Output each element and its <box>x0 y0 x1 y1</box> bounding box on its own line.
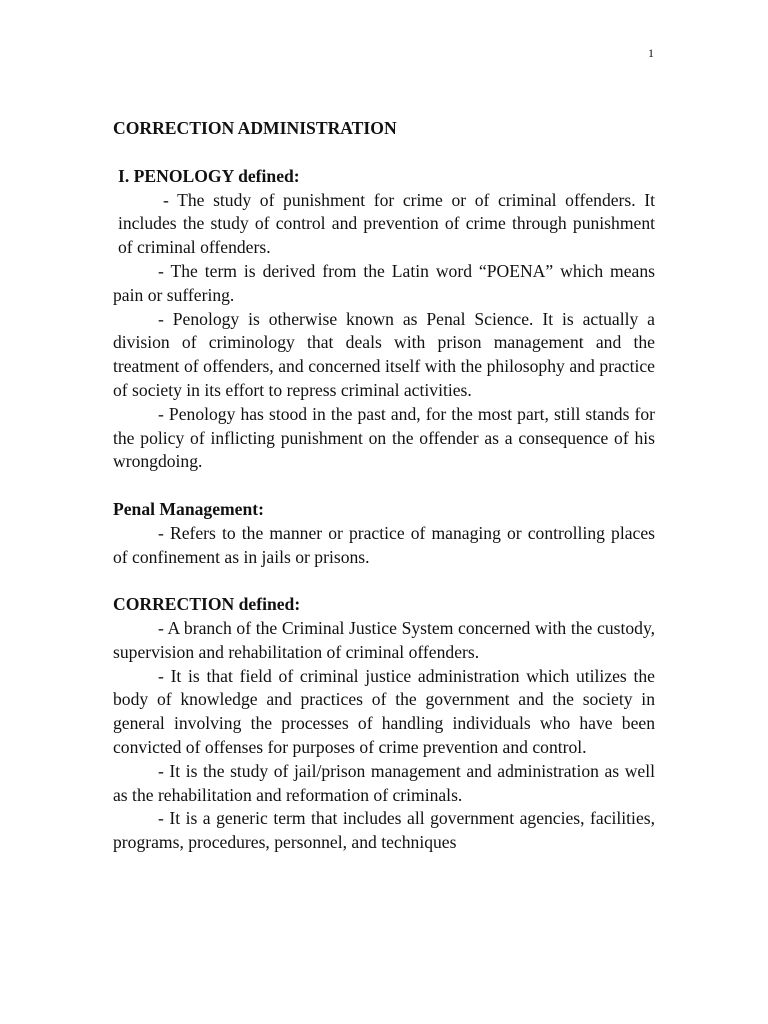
paragraph: - The term is derived from the Latin word “POENA” which means pain or suffering. <box>113 260 655 305</box>
document-title: CORRECTION ADMINISTRATION <box>113 118 397 138</box>
section-heading-correction: CORRECTION defined: <box>113 594 301 615</box>
paragraph: - Penology has stood in the past and, for the most part, still stands for the policy of inflicting punishment on the offender as a consequence of his wrongdoing. <box>113 403 655 472</box>
paragraph: - Penology is otherwise known as Penal Science. It is actually a division of criminology that deals with prison management and the treatment of offenders, and concerned itself with the philosophy and practice of society in its effort to repress criminal activities. <box>113 308 655 400</box>
paragraph: - It is a generic term that includes all government agencies, facilities, programs, procedures, personnel, and techniques <box>113 808 655 853</box>
paragraph: - A branch of the Criminal Justice System concerned with the custody, supervision and rehabilitation of criminal offenders. <box>113 617 655 662</box>
paragraph: - Refers to the manner or practice of managing or controlling places of confinement as in jails or prisons. <box>113 522 655 567</box>
section-heading-penal-management: Penal Management: <box>113 498 264 519</box>
section-penal-management <box>113 498 655 569</box>
paragraph: - It is that field of criminal justice administration which utilizes the body of knowledge and practices of the government and the society in general involving the processes of handling individuals who have been convicted of offenses for purposes of crime prevention and control. <box>113 665 655 757</box>
section-correction <box>113 593 655 855</box>
document-body <box>113 117 655 855</box>
section-penology <box>113 165 655 474</box>
paragraph: - The study of punishment for crime or of criminal offenders. It includes the study of control and prevention of crime through punishment of criminal offenders. <box>118 189 655 258</box>
page-number: 1 <box>648 46 654 60</box>
spacer <box>113 569 655 593</box>
spacer <box>113 474 655 498</box>
paragraph: - It is the study of jail/prison management and administration as well as the rehabilitation and reformation of criminals. <box>113 760 655 805</box>
section-heading-penology: I. PENOLOGY defined: <box>118 165 300 186</box>
